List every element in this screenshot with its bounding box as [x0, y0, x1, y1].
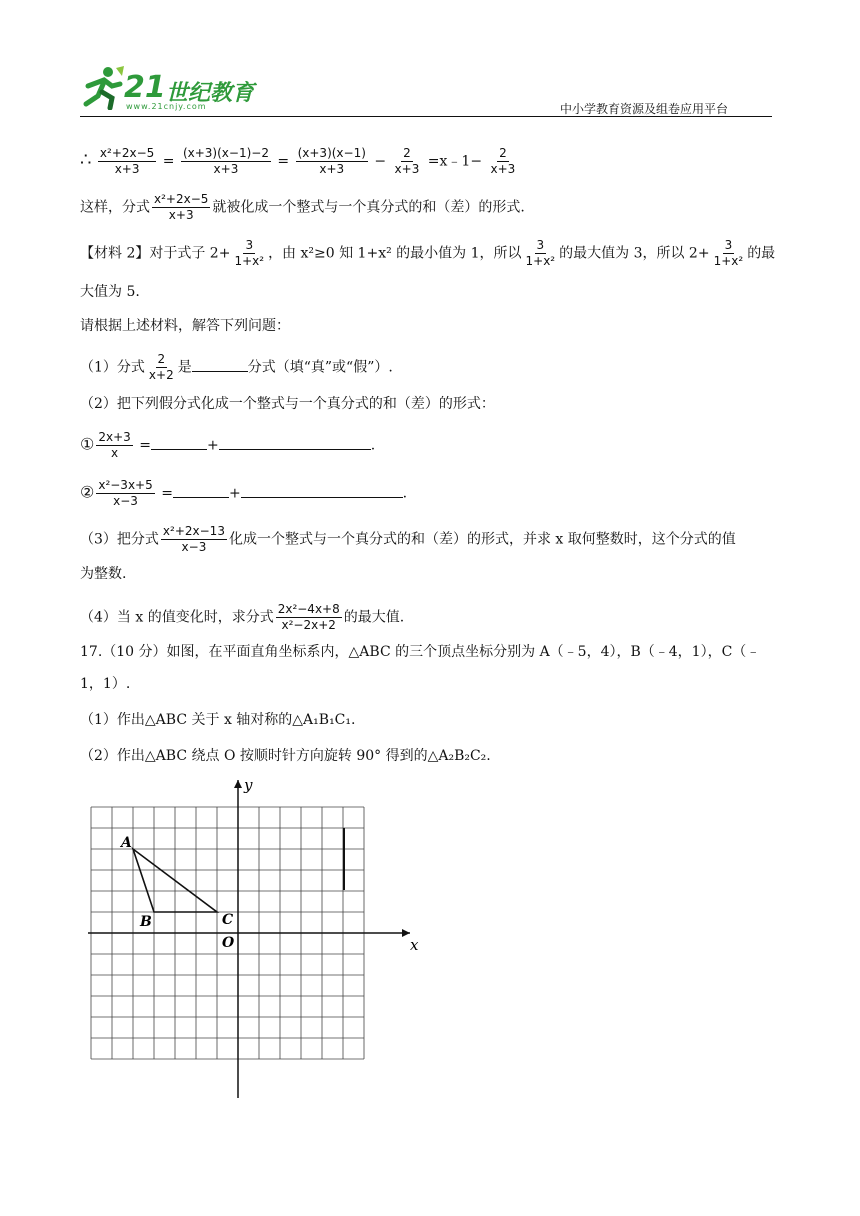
- text-line: 这样，分式 $\frac{\text{x²+2x−5}}{x+3}$ 就被化成一个整式与一个真分式的和（差）的形式.: [80, 192, 525, 222]
- fraction: $\frac{2}{x+2}$: [148, 352, 174, 382]
- fraction: $\frac{3}{\text{1+x²}}$: [525, 238, 556, 268]
- fraction: $\frac{2x+3}{x}$: [98, 430, 131, 460]
- fraction: $\frac{\text{x²+2x−13}}{x-3}$: [162, 524, 225, 554]
- question-2: （2）把下列假分式化成一个整式与一个真分式的和（差）的形式：: [80, 396, 495, 412]
- fraction: $\frac{2}{x+3}$: [490, 146, 516, 176]
- logo: [80, 64, 260, 110]
- text-line: 为整数.: [80, 566, 127, 582]
- logo-number: 21: [124, 70, 166, 105]
- vertex-c-label: C: [222, 912, 234, 928]
- problem-17: 17.（10 分）如图，在平面直角坐标系内，△ABC 的三个顶点坐标分别为 A（﹣5，4），B（﹣4，1），C（﹣: [80, 644, 761, 660]
- question-2a: ① $\frac{2x+3}{x}$ = + .: [80, 430, 376, 460]
- vertex-b-label: B: [140, 914, 152, 930]
- answer-blank: [151, 435, 207, 450]
- text-line: 请根据上述材料，解答下列问题：: [80, 318, 290, 334]
- derivation-line: ∴ $\frac{\text{x²+2x−5}}{x+3}$ = $\frac{(x+3)(x-1)-2}{x+3}$ = $\frac{(x+3)(x-1)}{x+3}$ − $\frac{2}{x+3}$ =x﹣1− $\frac{2}{x+3}$: [80, 146, 516, 176]
- header-divider: [80, 116, 772, 117]
- logo-url: www.21cnjy.com: [126, 102, 207, 111]
- fraction: $\frac{\text{x²+2x−5}}{x+3}$: [99, 146, 155, 176]
- fraction: $\frac{3}{\text{1+x²}}$: [234, 238, 265, 268]
- fraction: $\frac{\text{x²+2x−5}}{x+3}$: [154, 192, 209, 222]
- triangle-abc: [133, 849, 217, 912]
- x-axis-label: x: [410, 936, 419, 954]
- y-axis-arrow-icon: [234, 780, 242, 788]
- platform-name: 中小学教育资源及组卷应用平台: [560, 102, 729, 116]
- answer-blank: [192, 357, 248, 372]
- y-axis-label: y: [244, 776, 253, 794]
- answer-blank: [173, 483, 229, 498]
- question-1: （1）分式 $\frac{2}{x+2}$ 是 分式（填“真”或“假”）.: [80, 352, 393, 382]
- grid-lines: [91, 807, 364, 1059]
- origin-label: O: [222, 935, 235, 951]
- question-4: （4）当 x 的值变化时，求分式 $\frac{\text{2x²−4x+8}}{\text{x²−2x+2}}$ 的最大值.: [80, 602, 405, 632]
- question-2b: ② $\frac{\text{x²−3x+5}}{x-3}$ = + .: [80, 478, 408, 508]
- problem-17-q2: （2）作出△ABC 绕点 O 按顺时针方向旋转 90° 得到的△A₂B₂C₂.: [80, 748, 491, 764]
- material-2-line: 【材料 2】对于式子 2+ $\frac{3}{\text{1+x²}}$ ，由 x²≥0 知 1+x² 的最小值为 1，所以 $\frac{3}{\text{1+x²}}$ 的最大值为 3，所以 2+ $\frac{3}{\text{1+x²}}$ 的最: [80, 238, 776, 268]
- fraction: $\frac{(x+3)(x-1)}{x+3}$: [297, 146, 366, 176]
- fraction: $\frac{3}{\text{1+x²}}$: [713, 238, 744, 268]
- answer-blank: [241, 483, 403, 498]
- fraction: $\frac{\text{x²−3x+5}}{x-3}$: [98, 478, 153, 508]
- x-axis-arrow-icon: [402, 929, 410, 937]
- logo-chinese: 世纪教育: [166, 81, 255, 106]
- text-line: 1，1）.: [80, 676, 131, 692]
- problem-17-q1: （1）作出△ABC 关于 x 轴对称的△A₁B₁C₁.: [80, 712, 356, 728]
- answer-blank: [219, 435, 371, 450]
- fraction: $\frac{\text{2x²−4x+8}}{\text{x²−2x+2}}$: [277, 602, 340, 632]
- question-3: （3）把分式 $\frac{\text{x²+2x−13}}{x-3}$ 化成一个整式与一个真分式的和（差）的形式，并求 x 取何整数时，这个分式的值: [80, 524, 736, 554]
- text-line: 大值为 5.: [80, 284, 140, 300]
- runner-logo-icon: [80, 64, 124, 110]
- fraction: $\frac{(x+3)(x-1)-2}{x+3}$: [182, 146, 269, 176]
- fraction: $\frac{2}{x+3}$: [394, 146, 420, 176]
- vertex-a-label: A: [121, 835, 132, 851]
